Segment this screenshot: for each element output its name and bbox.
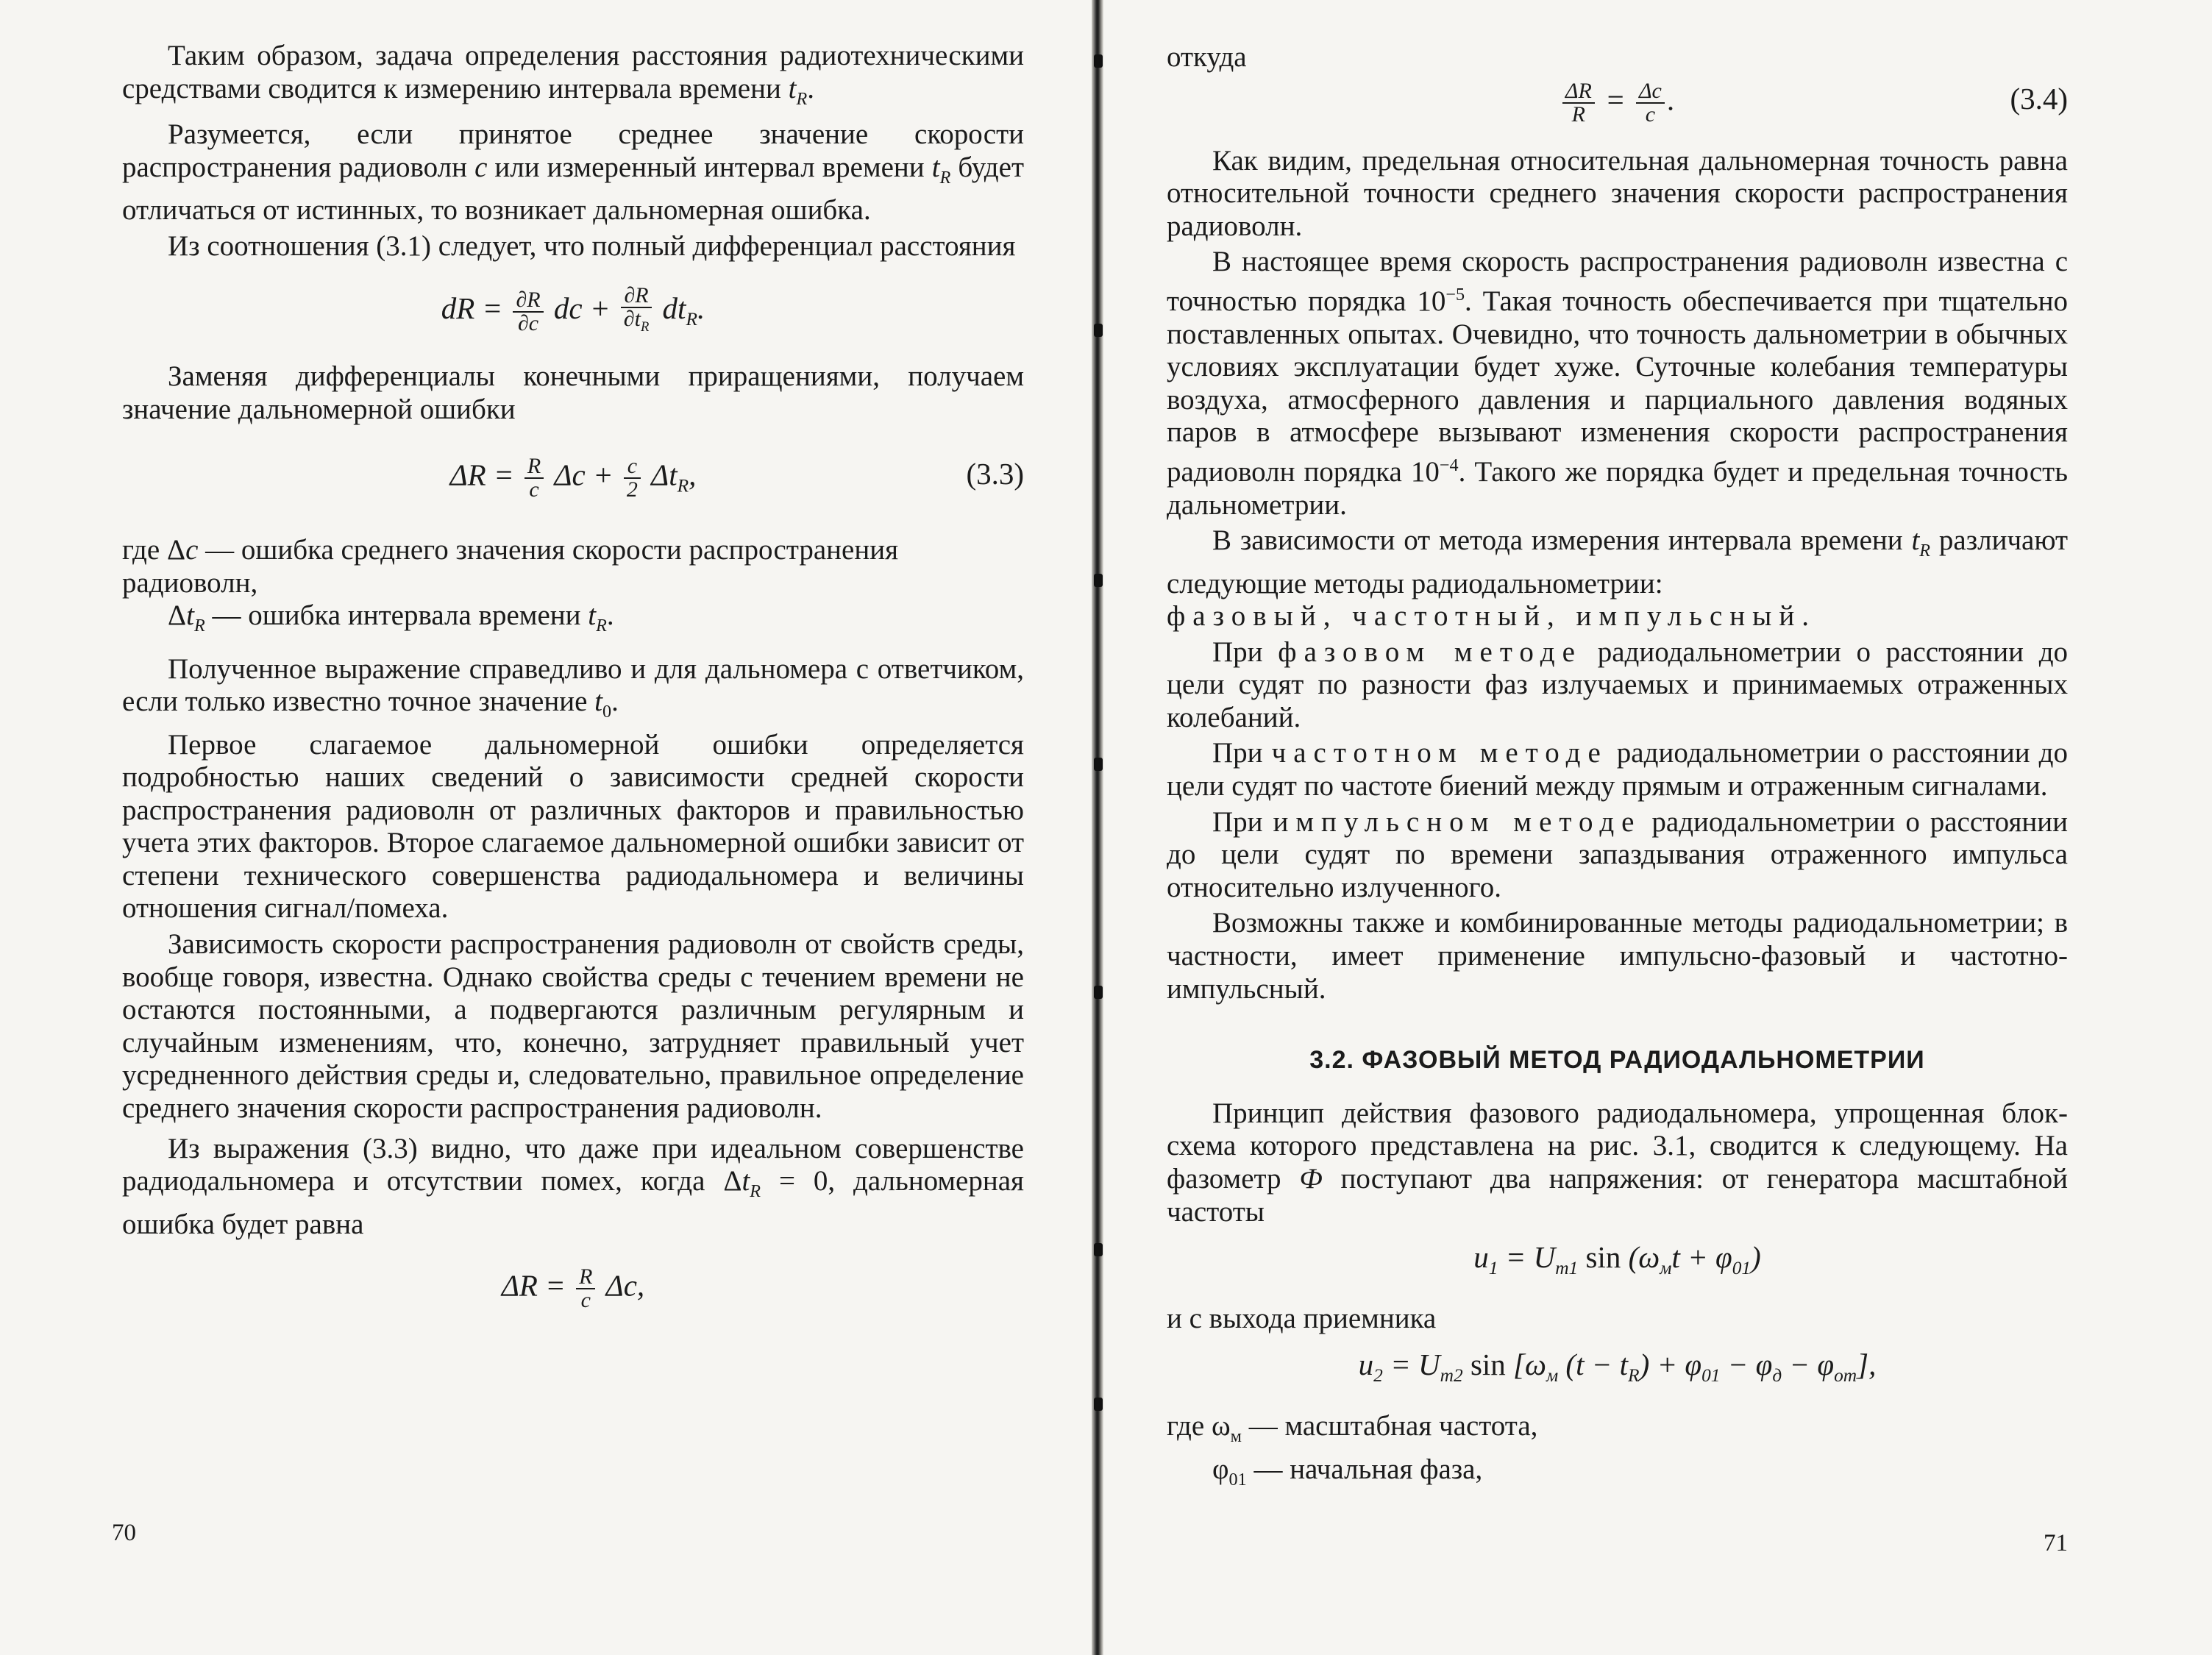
right-page <box>1103 0 2212 1655</box>
paragraph: Полученное выражение справедливо и для дальномера с ответчиком, если только известно точное значение $t_0$. <box>122 652 1024 722</box>
equation-number: (3.4) <box>2010 81 2068 115</box>
paragraph: В зависимости от метода измерения интервала времени $t_R$ различают следующие методы радиодальнометрии: фазовый, частотный, импульсный. <box>1167 524 2069 633</box>
right-text-column <box>1167 41 2068 1496</box>
paragraph: и с выхода приемника <box>1167 1303 1437 1335</box>
paragraph: Зависимость скорости распространения радиоволн от свойств среды, вообще говоря, известна. Однако свойства среды с течением времени не остаются постоянными, а подвергаются различным регулярным и случайным изменениям, что, конечно, затрудняет правильный учет усредненного действия среды и, следовательно, правильное определение среднего значения скорости распространения радиоволн. <box>122 928 1024 1125</box>
section-heading: 3.2. ФАЗОВЫЙ МЕТОД РАДИОДАЛЬНОМЕТРИИ <box>1309 1046 1925 1075</box>
left-page <box>0 0 1096 1655</box>
page-number: 70 <box>112 1520 136 1546</box>
paragraph: Принцип действия фазового радиодальномера, упрощенная блок-схема которого представлена на рис. 3.1, сводится к следующему. На фазометр Ф поступают два напряжения: от генератора масштабной частоты <box>1167 1097 2069 1228</box>
where-list: где Δc — ошибка среднего значения скорости распространения радиоволн, $\Delta t_R$ — ошибка интервала времени $t_R$. <box>122 533 899 636</box>
paragraph: При импульсном методе радиодальнометрии о расстоянии до цели судят по времени запаздывания отраженного импульса относительно излученного. <box>1167 805 2068 903</box>
equation-number: (3.3) <box>966 457 1024 491</box>
paragraph: Таким образом, задача определения расстояния радиотехническими средствами сводится к измерению интервала времени $t_R$. <box>122 40 1024 109</box>
paragraph: В настоящее время скорость распространения радиоволн известна с точностью порядка $10^{-5}$. Такая точность обеспечивается при тщательно поставленных опытах. Очевидно, что точность дальнометрии в обычных условиях эксплуатации будет хуже. Суточные колебания температуры воздуха, атмосферного давления и парциального давления водяных паров в атмосфере вызывают изменения скорости распространения радиоволн порядка $10^{-4}$. Такого же порядка будет и предельная точность дальнометрии. <box>1167 246 2069 521</box>
equation-dR: dR = $\frac{\partial R}{\partial c}$ dc + $\frac{\partial R}{\partial t_R}$ $dt_R$. <box>441 283 705 335</box>
page-number: 71 <box>2044 1530 2068 1556</box>
where-list: где $\omega_м$ — масштабная частота, $\varphi_{01}$ — начальная фаза, <box>1167 1410 1538 1490</box>
paragraph: Возможны также и комбинированные методы радиодальнометрии; в частности, имеет применение импульсно-фазовый и частотно-импульсный. <box>1167 907 2068 1005</box>
equation-3-4: $\frac{\Delta R}{R}$ = $\frac{\Delta c}{c}$ . (3.4) <box>1167 80 2068 126</box>
paragraph: Из выражения (3.3) видно, что даже при идеальном совершенстве радиодальномера и отсутствии помех, когда $\Delta t_R = 0$, дальномерная ошибка будет равна <box>122 1132 1024 1240</box>
equation-u2: $u_2 = U_{m2}$ $\sin [\omega_м$ $(t - t_R) + \varphi_{01} - \varphi_д - \varphi_{от}$], <box>1358 1347 1877 1387</box>
paragraph: Заменяя дифференциалы конечными приращениями, получаем значение дальномерной ошибки <box>122 360 1024 425</box>
paragraph: Из соотношения (3.1) следует, что полный дифференциал расстояния <box>168 229 1016 262</box>
paragraph: При фазовом методе радиодальнометрии о расстоянии до цели судят по разности фаз излучаемых и принимаемых отраженных колебаний. <box>1167 636 2069 733</box>
equation-dR-c: ΔR = $\frac{R}{c}$ Δc, <box>501 1264 645 1313</box>
paragraph: Как видим, предельная относительная дальномерная точность равна относительной точности среднего значения скорости распространения радиоволн. <box>1167 144 2068 242</box>
left-text-column <box>122 40 1024 1334</box>
equation-3-3: ΔR = $\frac{R}{c}$ Δc + $\frac{c}{2}$ $\Delta t_R$, (3.3) <box>449 454 1024 502</box>
equation-u1: $u_1 = U_{m1}$ $\sin (\omega_мt + \varphi_{01})$ <box>1473 1240 1761 1279</box>
paragraph: откуда <box>1167 41 1247 73</box>
paragraph: Разумеется, если принятое среднее значение скорости распространения радиоволн c или измеренный интервал времени $t_R$ будет отличаться от истинных, то возникает дальномерная ошибка. <box>122 118 1024 226</box>
paragraph: Первое слагаемое дальномерной ошибки определяется подробностью наших сведений о зависимости средней скорости распространения радиоволн от различных факторов и правильностью учета этих факторов. Второе слагаемое дальномерной ошибки зависит от степени технического совершенства радиодальномера и величины отношения сигнал/помеха. <box>122 728 1024 925</box>
paragraph: При частотном методе радиодальнометрии о расстоянии до цели судят по частоте биений между прямым и отраженным сигналами. <box>1167 737 2069 802</box>
